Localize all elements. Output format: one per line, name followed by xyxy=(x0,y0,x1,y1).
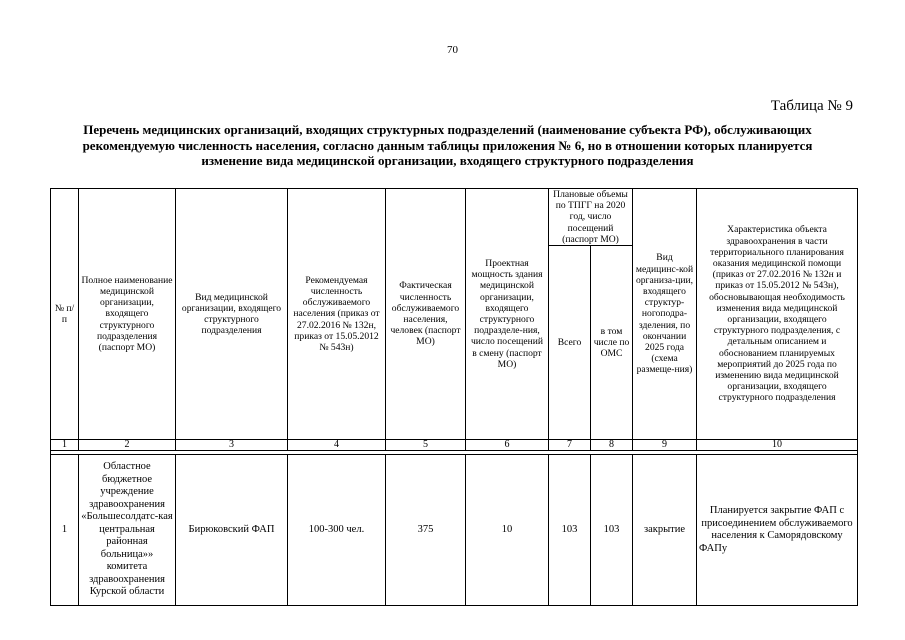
header-planned-volumes: Плановые объемы по ТПГГ на 2020 год, число посещений (паспорт МО) xyxy=(549,189,633,246)
oms-cell: 103 xyxy=(591,455,633,606)
header-total: Всего xyxy=(549,246,591,440)
column-number: 7 xyxy=(549,440,591,451)
header-unit-type: Вид медицинской организации, входящего структурного подразделения xyxy=(176,189,288,440)
unit-type-cell: Бирюковский ФАП xyxy=(176,455,288,606)
row-number: 1 xyxy=(51,455,79,606)
header-actual-population: Фактическая численность обслуживаемого населения, человек (паспорт МО) xyxy=(386,189,466,440)
table-label: Таблица № 9 xyxy=(770,98,853,114)
header-row xyxy=(51,189,858,246)
column-number: 3 xyxy=(176,440,288,451)
organizations-table xyxy=(50,188,858,606)
header-type-2025: Вид медицинс-кой организа-ции, входящего структур-ногоподра-зделения, по окончании 2025 года (схема размеще-ния) xyxy=(633,189,697,440)
type-2025-cell: закрытие xyxy=(633,455,697,606)
column-number: 10 xyxy=(697,440,858,451)
header-number: № п/п xyxy=(51,189,79,440)
header-org-name: Полное наименование медицинской организации, входящего структурного подразделения (паспорт МО) xyxy=(79,189,176,440)
column-number: 1 xyxy=(51,440,79,451)
column-number: 8 xyxy=(591,440,633,451)
total-cell: 103 xyxy=(549,455,591,606)
characteristic-cell: Планируется закрытие ФАП с присоединением обслуживаемого населения к Саморядовскому ФАПу xyxy=(697,455,858,606)
header-oms: в том числе по ОМС xyxy=(591,246,633,440)
table-row xyxy=(51,455,858,606)
document-title: Перечень медицинских организаций, входящих структурных подразделений (наименование субъекта РФ), обслуживающих рекомендуемую численность населения, согласно данным таблицы приложения № 6, но в отношении которых планируется изменение вида медицинской организации, входящего структурного подразделения xyxy=(82,122,813,168)
page-number: 70 xyxy=(447,44,458,56)
column-numbers-row xyxy=(51,440,858,451)
header-characteristic: Характеристика объекта здравоохранения в части территориального планирования оказания медицинской помощи (приказ от 27.02.2016 № 132н и приказ от 15.05.2012 № 543н), обосновывающая необходимость изменения вида медицинской организации, входящего структурного подразделения, с детальным описанием и обоснованием планируемых мероприятий до 2025 года по изменению вида медицинской организации, входящего структурного подразделения xyxy=(697,189,858,440)
column-number: 2 xyxy=(79,440,176,451)
column-number: 4 xyxy=(288,440,386,451)
column-number: 5 xyxy=(386,440,466,451)
actual-population-cell: 375 xyxy=(386,455,466,606)
org-name-cell: Областное бюджетное учреждение здравоохранения «Большесолдатс-кая центральная районная больница»» комитета здравоохранения Курской области xyxy=(79,455,176,606)
column-number: 6 xyxy=(466,440,549,451)
header-capacity: Проектная мощность здания медицинской организации, входящего структурного подразделе-ния, число посещений в смену (паспорт МО) xyxy=(466,189,549,440)
header-recommended-population: Рекомендуемая численность обслуживаемого населения (приказ от 27.02.2016 № 132н, приказ от 15.05.2012 № 543н) xyxy=(288,189,386,440)
recommended-population-cell: 100-300 чел. xyxy=(288,455,386,606)
capacity-cell: 10 xyxy=(466,455,549,606)
column-number: 9 xyxy=(633,440,697,451)
